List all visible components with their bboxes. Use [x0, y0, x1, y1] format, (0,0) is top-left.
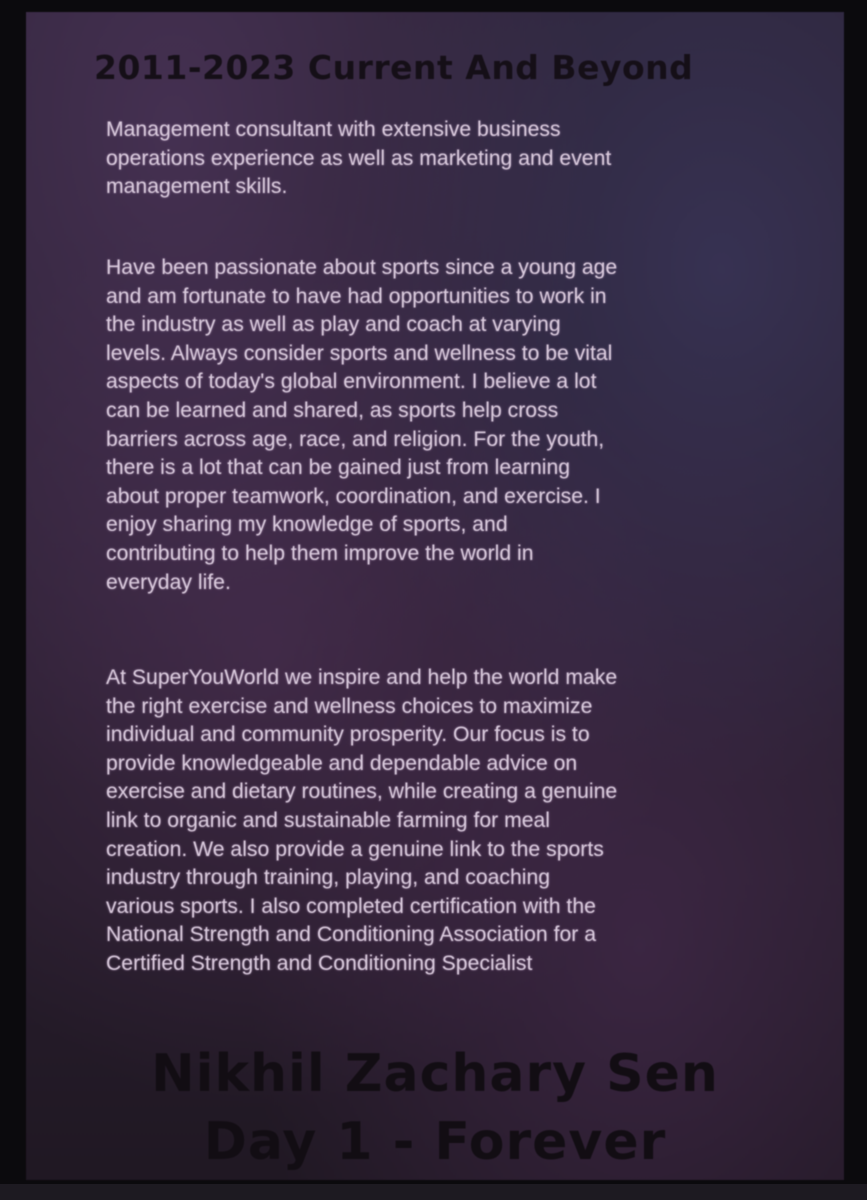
author-tagline: Day 1 - Forever [203, 1112, 667, 1172]
document-panel [26, 12, 844, 1180]
bottom-edge [0, 1184, 867, 1200]
page-title: 2011-2023 Current And Beyond [94, 48, 694, 87]
author-name: Nikhil Zachary Sen [151, 1044, 719, 1104]
bio-paragraph-1: Management consultant with extensive business operations experience as well as marketing and event management skills. [106, 118, 612, 199]
bio-paragraph-2: Have been passionate about sports since a young age and am fortunate to have had opportunities to work in the industry as well as play and coach at varying levels. Always consider sports and wellness to be vital aspects of today's global environment. I believe a lot can be learned and shared, as sports help cross barriers across age, race, and religion. For the youth, there is a lot that can be gained just from learning about proper teamwork, coordination, and exercise. I enjoy sharing my knowledge of sports, and contributing to help them improve the world in everyday life. [106, 256, 618, 594]
bio-paragraph-3: At SuperYouWorld we inspire and help the world make the right exercise and wellness choices to maximize individual and community prosperity. Our focus is to provide knowledgeable and dependable advice on exercise and dietary routines, while creating a genuine link to organic and sustainable farming for meal creation. We also provide a genuine link to the sports industry through training, playing, and coaching various sports. I also completed certification with the National Strength and Conditioning Association for a Certified Strength and Conditioning Specialist [106, 666, 618, 975]
